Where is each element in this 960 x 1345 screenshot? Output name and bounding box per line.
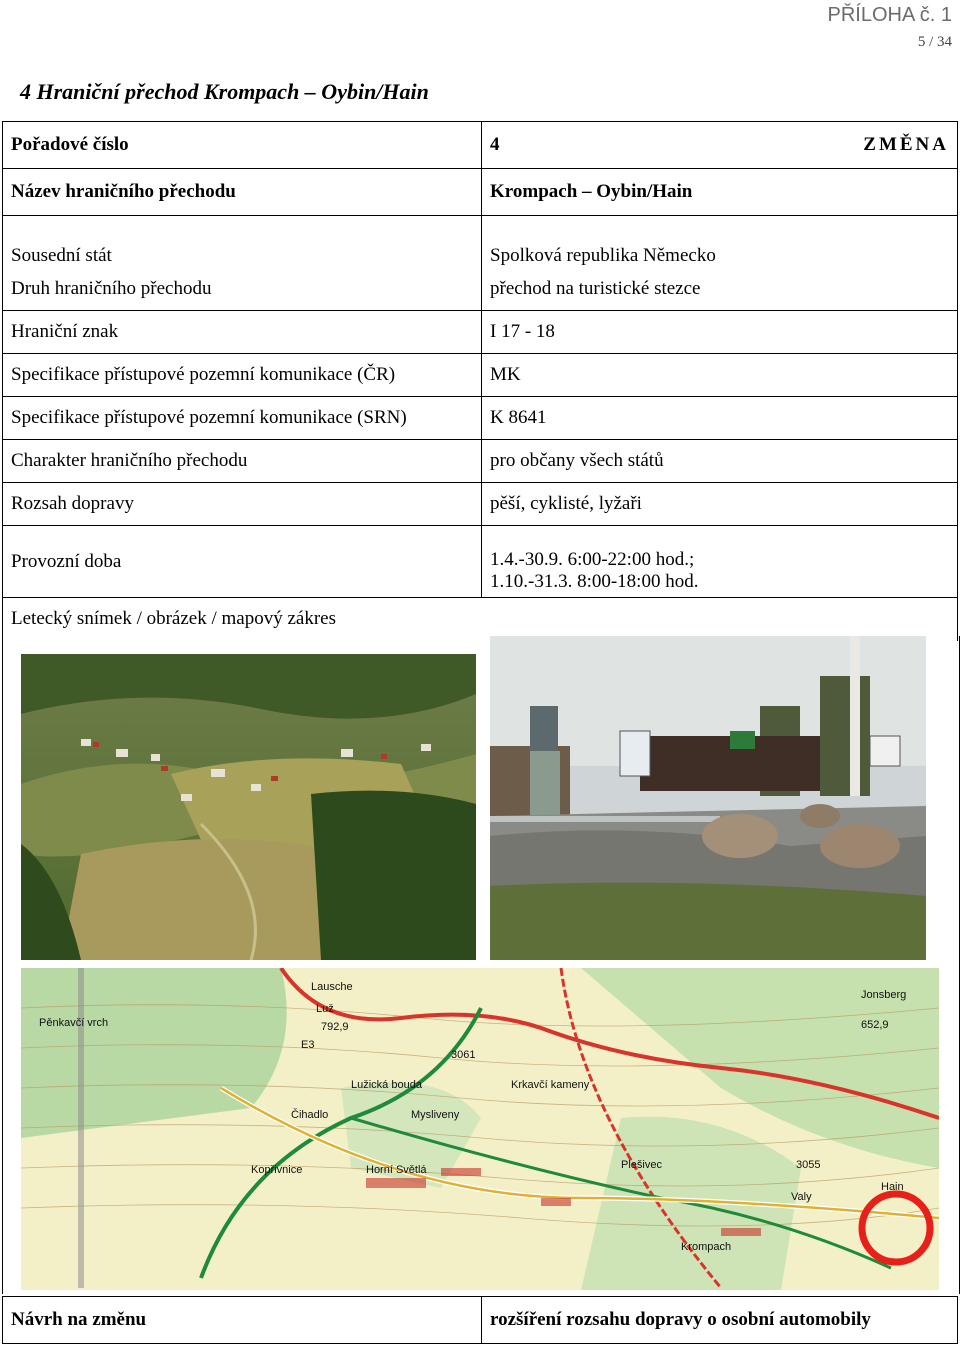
map-label: Lužická bouda	[351, 1079, 422, 1091]
location-map	[21, 968, 939, 1290]
map-label: Valy	[791, 1191, 812, 1203]
table-row	[3, 169, 958, 216]
table-row	[3, 397, 958, 440]
map-label: Čihadlo	[291, 1109, 329, 1121]
table-row	[3, 440, 958, 483]
row-label: Pořadové číslo	[3, 122, 482, 169]
aerial-photo	[21, 654, 476, 960]
map-label: Hain	[881, 1181, 904, 1193]
map-label: Krompach	[681, 1241, 732, 1253]
map-label: Kopřivnice	[251, 1164, 303, 1176]
row-value: pěší, cyklisté, lyžaři	[482, 483, 958, 526]
table-row	[3, 598, 958, 641]
change-badge: ZMĚNA	[863, 134, 949, 155]
table-row	[3, 216, 958, 269]
change-proposal-table	[2, 1296, 958, 1344]
change-value: rozšíření rozsahu dopravy o osobní automobily	[482, 1297, 958, 1344]
row-label: Název hraničního přechodu	[3, 169, 482, 216]
map-label: Plešivec	[621, 1159, 662, 1171]
row-label: Druh hraničního přechodu	[3, 269, 482, 311]
map-label: Krkavčí kameny	[511, 1079, 590, 1091]
map-label: E3	[301, 1039, 315, 1051]
row-value: K 8641	[482, 397, 958, 440]
hours-line-1: 1.4.-30.9. 6:00-22:00 hod.;	[490, 549, 695, 570]
table-row	[3, 122, 958, 169]
page-header	[828, 2, 953, 52]
row-value: přechod na turistické stezce	[482, 269, 958, 311]
row-value: Krompach – Oybin/Hain	[482, 169, 958, 216]
row-label: Charakter hraničního přechodu	[3, 440, 482, 483]
row-label: Specifikace přístupové pozemní komunikace (SRN)	[3, 397, 482, 440]
row-label: Letecký snímek / obrázek / mapový zákres	[3, 598, 958, 641]
change-label: Návrh na změnu	[3, 1297, 482, 1344]
map-label: Luž	[316, 1003, 334, 1015]
hours-line-2: 1.10.-31.3. 8:00-18:00 hod.	[490, 571, 699, 592]
annex-label: PŘÍLOHA č. 1	[827, 4, 952, 26]
row-label: Sousední stát	[3, 216, 482, 269]
row-label: Provozní doba	[3, 526, 482, 598]
map-label: Horní Světlá	[366, 1164, 427, 1176]
row-value: pro občany všech států	[482, 440, 958, 483]
table-row	[3, 526, 958, 598]
table-row	[3, 311, 958, 354]
map-label: Lausche	[311, 981, 353, 993]
map-label: Jonsberg	[861, 989, 907, 1001]
row-value: I 17 - 18	[482, 311, 958, 354]
map-label: 792,9	[321, 1021, 349, 1033]
row-label: Specifikace přístupové pozemní komunikace (ČR)	[3, 354, 482, 397]
map-label: 652,9	[861, 1019, 889, 1031]
table-row	[3, 354, 958, 397]
map-label: Pěnkavčí vrch	[39, 1017, 109, 1029]
section-title: 4 Hraniční přechod Krompach – Oybin/Hain	[20, 79, 429, 104]
table-row	[3, 1297, 958, 1344]
map-label: Mysliveny	[411, 1109, 460, 1121]
map-label: 3061	[451, 1049, 476, 1061]
row-label: Hraniční znak	[3, 311, 482, 354]
row-label: Rozsah dopravy	[3, 483, 482, 526]
row-value	[482, 122, 958, 169]
table-row	[3, 269, 958, 311]
images-area	[2, 636, 960, 1294]
row-value: Spolková republika Německo	[482, 216, 958, 269]
table-row	[3, 483, 958, 526]
crossing-photo	[490, 636, 926, 960]
row-value	[482, 526, 958, 598]
map-label: 3055	[796, 1159, 821, 1171]
serial-number: 4	[490, 134, 500, 155]
row-value: MK	[482, 354, 958, 397]
page-number: 5 / 34	[917, 34, 952, 50]
crossing-info-table	[2, 121, 958, 641]
